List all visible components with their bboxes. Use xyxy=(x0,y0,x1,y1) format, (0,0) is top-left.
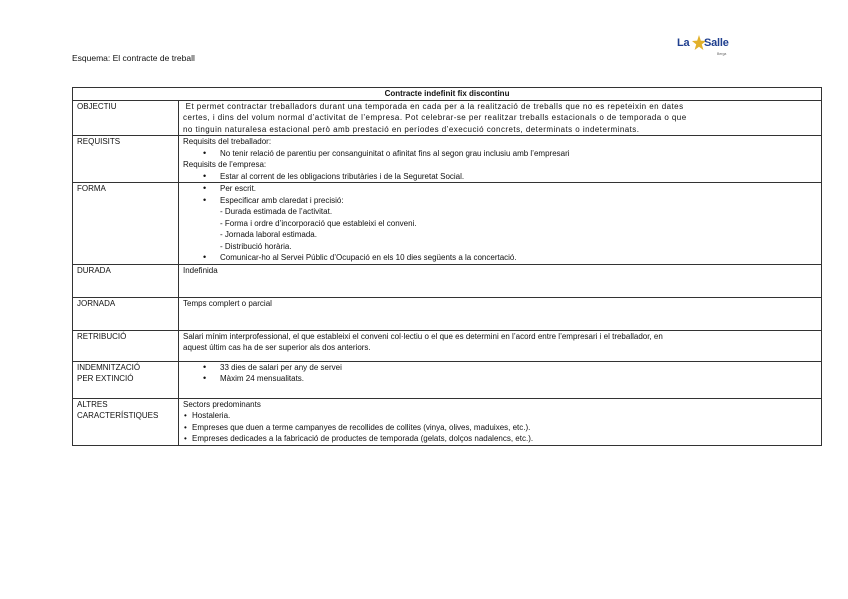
list-item: • Especificar amb claredat i precisió: xyxy=(183,195,817,207)
list-subitem: - Durada estimada de l’activitat. xyxy=(220,207,333,216)
label-line: INDEMNITZACIÓ xyxy=(77,362,141,372)
row-label-forma: FORMA xyxy=(73,183,179,265)
contract-table xyxy=(72,87,822,446)
list-item: • Hostaleria. xyxy=(183,410,817,422)
table-header-row xyxy=(73,88,822,101)
list-item: • Empreses que duen a terme campanyes de recollides de collites (vinya, olives, maduixes, etc.). xyxy=(183,422,817,434)
list-item: • Comunicar-ho al Servei Públic d’Ocupació en els 10 dies següents a la concertació. xyxy=(183,252,817,264)
altres-list xyxy=(183,410,817,445)
forma-list xyxy=(183,183,817,264)
table-heading: Contracte indefinit fix discontinu xyxy=(73,88,822,101)
requisits-company-list xyxy=(183,171,817,183)
table-row-indemnitzacio xyxy=(73,361,822,398)
requisits-worker-heading: Requisits del treballador: xyxy=(183,137,272,146)
row-label-jornada: JORNADA xyxy=(73,297,179,330)
retribucio-line-1: Salari mínim interprofessional, el que estableixi el conveni col·lectiu o el que es determini en l’acord entre l’empresari i el treballador, en xyxy=(183,331,663,341)
row-content-retribucio xyxy=(179,330,822,361)
row-content-jornada: Temps complert o parcial xyxy=(179,297,822,330)
list-subitem: - Forma i ordre d’incorporació que estableixi el conveni. xyxy=(220,218,417,228)
indemnitzacio-list xyxy=(183,362,817,385)
objectiu-line-2: certes, i dins del volum normal d’activitat de l’empresa. Pot celebrar-se per realitzar treballs estacionals o de temporada o que xyxy=(183,113,687,122)
table-row-forma xyxy=(73,183,822,265)
table-row-altres xyxy=(73,398,822,445)
label-line: ALTRES xyxy=(77,399,108,409)
row-content-forma xyxy=(179,183,822,265)
logo-text-la: La xyxy=(677,37,690,49)
list-item: • 33 dies de salari per any de servei xyxy=(183,362,817,374)
table-row-requisits xyxy=(73,136,822,183)
altres-heading: Sectors predominants xyxy=(183,399,261,409)
label-line: CARACTERÍSTIQUES xyxy=(77,411,159,420)
row-label-altres xyxy=(73,398,179,445)
list-item: • Per escrit. xyxy=(183,183,817,195)
row-label-requisits: REQUISITS xyxy=(73,136,179,183)
la-salle-logo xyxy=(677,36,737,60)
list-item: • Estar al corrent de les obligacions tributàries i de la Seguretat Social. xyxy=(183,171,817,183)
row-label-objectiu: OBJECTIU xyxy=(73,100,179,136)
list-subitem: - Jornada laboral estimada. xyxy=(220,230,317,239)
retribucio-line-2: aquest últim cas ha de ser superior als dos anteriors. xyxy=(183,343,371,352)
row-label-durada: DURADA xyxy=(73,264,179,297)
objectiu-line-1: Et permet contractar treballadors durant una temporada en cada per a la realització de treballs que no es repeteixin en dates xyxy=(183,101,684,111)
row-label-indemnitzacio xyxy=(73,361,179,398)
table-row-objectiu xyxy=(73,100,822,136)
row-label-retribucio: RETRIBUCIÓ xyxy=(73,330,179,361)
objectiu-line-3: no tinguin naturalesa estacional però amb prestació en períodes d’execució concrets, determinats o indeterminats. xyxy=(183,124,640,134)
requisits-worker-list xyxy=(183,148,817,160)
row-content-altres xyxy=(179,398,822,445)
list-subitem: - Distribució horària. xyxy=(220,241,292,251)
list-item: • Empreses dedicades a la fabricació de productes de temporada (gelats, dolços nadalencs, etc.). xyxy=(183,433,817,445)
label-line: PER EXTINCIÓ xyxy=(77,374,134,383)
document-title: Esquema: El contracte de treball xyxy=(72,53,195,63)
row-content-indemnitzacio xyxy=(179,361,822,398)
logo-text-salle: Salle xyxy=(704,37,729,49)
logo-subtitle: Berga xyxy=(717,52,727,56)
row-content-objectiu xyxy=(179,100,822,136)
list-item: • No tenir relació de parentiu per consanguinitat o afinitat fins al segon grau inclusiu amb l’empresari xyxy=(183,148,817,160)
requisits-company-heading: Requisits de l’empresa: xyxy=(183,160,267,169)
row-content-durada: Indefinida xyxy=(179,264,822,297)
row-content-requisits xyxy=(179,136,822,183)
table-row-jornada xyxy=(73,297,822,330)
list-item: • Màxim 24 mensualitats. xyxy=(183,373,817,385)
table-row-durada xyxy=(73,264,822,297)
table-row-retribucio xyxy=(73,330,822,361)
